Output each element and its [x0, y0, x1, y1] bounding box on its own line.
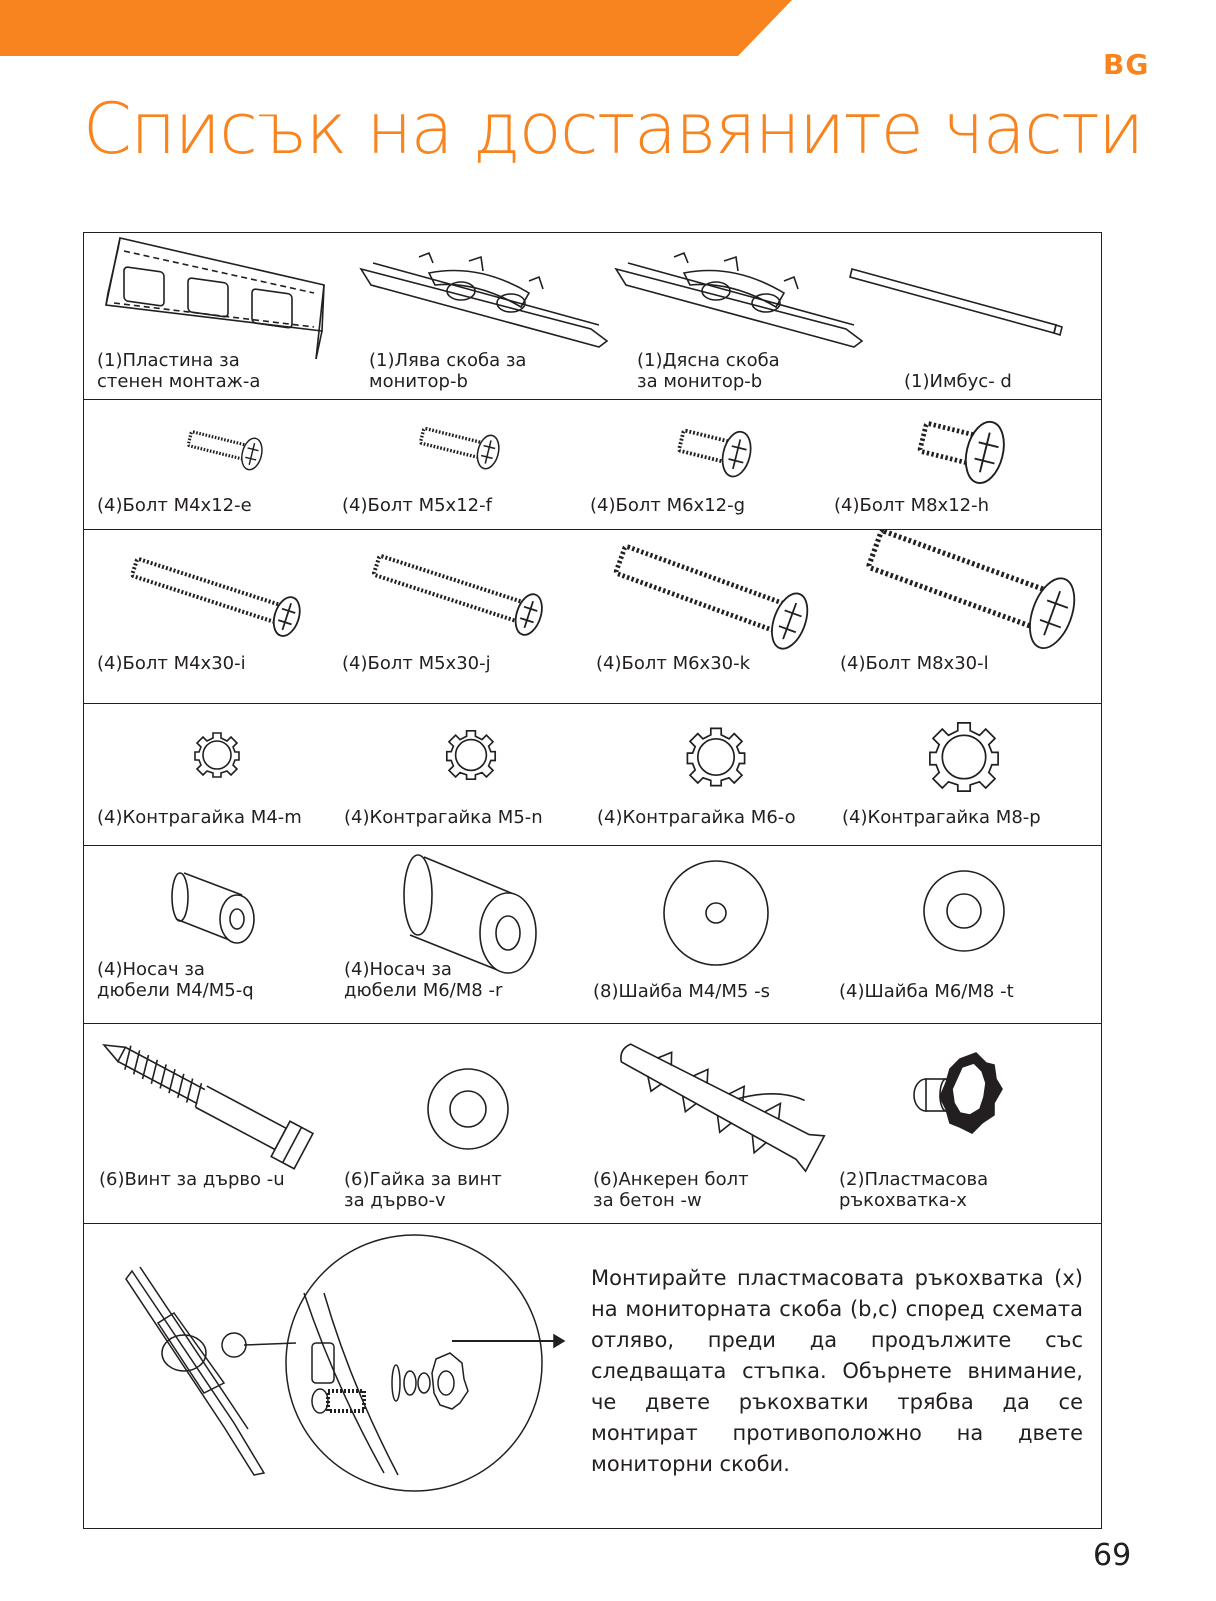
part-u — [84, 1023, 334, 1223]
part-p-label: (4)Контрагайка M8-p — [842, 807, 1041, 828]
part-n — [334, 703, 584, 845]
wood-screw-icon — [84, 1023, 334, 1223]
part-b-right-label-1: (1)Дясна скоба — [637, 350, 780, 371]
part-g-label: (4)Болт M6x12-g — [590, 495, 746, 516]
long-bolt-icon — [834, 529, 1103, 703]
parts-table — [83, 232, 1102, 1529]
part-s-label: (8)Шайба M4/M5 -s — [593, 981, 770, 1002]
part-t-label: (4)Шайба M6/M8 -t — [839, 981, 1014, 1002]
long-bolt-icon — [84, 529, 334, 703]
part-v — [334, 1023, 584, 1223]
assembly-diagram-icon — [84, 1223, 591, 1528]
part-x-label-1: (2)Пластмасова — [839, 1169, 989, 1190]
part-f — [334, 399, 584, 529]
part-d — [844, 233, 1103, 399]
part-u-label: (6)Винт за дърво -u — [99, 1169, 285, 1190]
part-a-label-1: (1)Пластина за — [97, 350, 240, 371]
header-banner — [0, 0, 820, 60]
part-b-right-label-2: за монитор-b — [637, 371, 763, 392]
part-e — [84, 399, 334, 529]
part-g — [584, 399, 834, 529]
part-o-label: (4)Контрагайка M6-o — [597, 807, 796, 828]
part-v-label-2: за дърво-v — [344, 1190, 446, 1211]
part-q — [84, 845, 334, 1023]
part-e-label: (4)Болт M4x12-e — [97, 495, 252, 516]
part-j — [334, 529, 584, 703]
part-v-label-1: (6)Гайка за винт — [344, 1169, 502, 1190]
part-a — [84, 233, 344, 399]
part-b-left-label-1: (1)Лява скоба за — [369, 350, 527, 371]
page-title: Списък на доставяните части — [83, 88, 1143, 170]
part-w-label-2: за бетон -w — [593, 1190, 702, 1211]
long-bolt-icon — [584, 529, 834, 703]
part-h — [829, 399, 1103, 529]
part-p — [834, 703, 1103, 845]
part-f-label: (4)Болт M5x12-f — [342, 495, 492, 516]
page-number: 69 — [1093, 1538, 1132, 1573]
part-q-label-2: дюбели M4/M5-q — [97, 980, 254, 1001]
assembly-note: Монтирайте пластмасовата ръкохватка (x) на мониторната скоба (b,c) според схемата отляво, преди да продължите със следващата стъпка. Обърнете внимание, че двете ръкохватки трябва да се монтират противоположно на двете мониторни скоби. — [591, 1266, 1083, 1476]
part-x-label-2: ръкохватка-x — [839, 1190, 967, 1211]
part-h-label: (4)Болт M8x12-h — [834, 495, 990, 516]
part-m — [84, 703, 334, 845]
part-w — [584, 1023, 834, 1223]
part-d-label: (1)Имбус- d — [904, 371, 1012, 392]
part-r — [334, 845, 584, 1023]
part-q-label-1: (4)Носач за — [97, 959, 205, 980]
part-t — [834, 845, 1103, 1023]
part-i — [84, 529, 334, 703]
part-k — [584, 529, 834, 703]
part-o — [584, 703, 834, 845]
part-b-left-label-2: монитор-b — [369, 371, 468, 392]
part-n-label: (4)Контрагайка M5-n — [344, 807, 543, 828]
part-l-label: (4)Болт M8x30-l — [840, 653, 989, 674]
part-m-label: (4)Контрагайка M4-m — [97, 807, 302, 828]
part-l — [834, 529, 1103, 703]
part-j-label: (4)Болт M5x30-j — [342, 653, 491, 674]
part-r-label-2: дюбели M6/M8 -r — [344, 980, 503, 1001]
language-code: BG — [1103, 48, 1150, 81]
part-b-left — [349, 233, 619, 399]
long-bolt-icon — [334, 529, 584, 703]
part-x — [834, 1023, 1103, 1223]
part-i-label: (4)Болт M4x30-i — [97, 653, 246, 674]
assembly-diagram — [84, 1223, 591, 1528]
part-a-label-2: стенен монтаж-a — [97, 371, 261, 392]
part-s — [584, 845, 834, 1023]
part-w-label-1: (6)Анкерен болт — [593, 1169, 749, 1190]
part-b-right — [604, 233, 874, 399]
part-k-label: (4)Болт M6x30-k — [596, 653, 751, 674]
part-r-label-1: (4)Носач за — [344, 959, 452, 980]
